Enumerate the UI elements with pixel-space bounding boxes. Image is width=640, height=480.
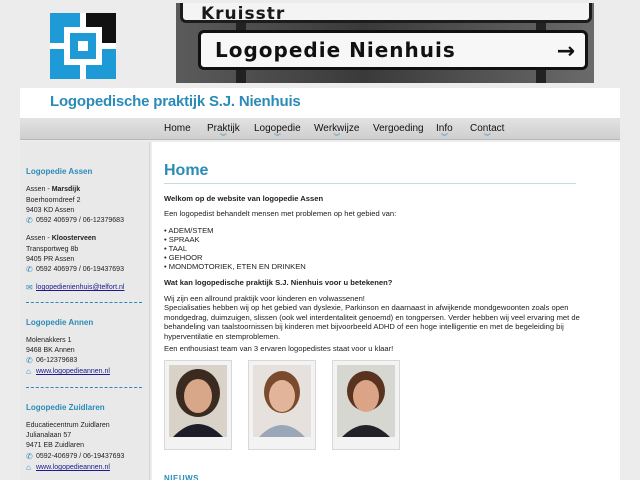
title-divider — [164, 183, 576, 184]
location-name: Kloosterveen — [51, 235, 97, 242]
website-line — [26, 368, 110, 376]
list-item: • SPRAAK — [164, 235, 200, 244]
banner-sign-text: Logopedie Nienhuis — [215, 38, 456, 62]
list-item: • GEHOOR — [164, 253, 203, 262]
sidebar-heading-assen: Logopedie Assen — [26, 167, 93, 176]
address-city: 9403 KD Assen — [26, 207, 75, 214]
address-street: Molenakkers 1 — [26, 337, 72, 344]
banner-sign-top — [180, 3, 592, 23]
main-content — [152, 142, 620, 480]
paragraph-team: Een enthousiast team van 3 ervaren logopedistes staat voor u klaar! — [164, 344, 394, 353]
banner-sign-top-text: Kruisstr — [201, 4, 286, 24]
team-photo — [332, 360, 400, 450]
address-name: Educatiecentrum Zuidlaren — [26, 422, 110, 429]
website-line — [26, 464, 110, 472]
nav-label: Werkwijze — [314, 123, 360, 134]
list-item: • TAAL — [164, 244, 188, 253]
sidebar-divider — [26, 387, 142, 388]
address-street: Transportweg 8b — [26, 246, 79, 253]
news-heading: NIEUWS — [164, 474, 199, 480]
site-title[interactable]: Logopedische praktijk S.J. Nienhuis — [50, 93, 301, 110]
nav-contact[interactable] — [470, 123, 505, 141]
home-icon: ⌂ — [26, 367, 31, 376]
nav-label: Vergoeding — [373, 123, 424, 134]
sidebar-heading-zuidlaren: Logopedie Zuidlaren — [26, 403, 105, 412]
chevron-down-icon: ︾ — [483, 134, 491, 141]
address-line — [26, 235, 96, 242]
nav-home[interactable] — [164, 123, 191, 134]
address-city: 9468 BK Annen — [26, 347, 75, 354]
nav-label: Praktijk — [207, 123, 240, 134]
nav-werkwijze[interactable] — [314, 123, 360, 141]
title-strip — [20, 88, 620, 118]
nav-praktijk[interactable] — [207, 123, 240, 141]
welcome-text: Welkom op de website van logopedie Assen — [164, 194, 324, 203]
address-street: Boerhoorndreef 2 — [26, 197, 81, 204]
phone-line — [26, 357, 77, 365]
team-photo — [248, 360, 316, 450]
phone-number: 0592 406979 / 06-12379683 — [36, 217, 124, 224]
nav-label: Logopedie — [254, 123, 301, 134]
address-city: 9471 EB Zuidlaren — [26, 442, 84, 449]
address-line — [26, 186, 80, 193]
header-banner — [176, 3, 594, 83]
sidebar — [20, 142, 150, 480]
phone-line — [26, 217, 124, 225]
intro-text: Een logopedist behandelt mensen met problemen op het gebied van: — [164, 209, 397, 218]
phone-icon: ✆ — [26, 216, 33, 225]
team-photo — [164, 360, 232, 450]
phone-icon: ✆ — [26, 452, 33, 461]
chevron-down-icon: ︾ — [440, 134, 448, 141]
list-item: • ADEM/STEM — [164, 226, 214, 235]
question-heading: Wat kan logopedische praktijk S.J. Nienhuis voor u betekenen? — [164, 278, 393, 287]
nav-label: Contact — [470, 123, 505, 134]
paragraph-specialisaties: Specialisaties hebben wij op het gebied van dyslexie, Parkinson en daarnaast in afwijkende mondgewoonten zoals open mondgedrag, duimzuigen, slissen (ook wel interdentaliteit genoemd) en tongpersen. Verder hebben wij veel ervaring met de behandeling van taalstoornissen bij kinderen met bijvoorbeeld ADHD of een hoge intelligentie en met de begeleiding bij hyperventilatie en stemproblemen. — [164, 303, 580, 341]
chevron-down-icon: ︾ — [273, 134, 281, 141]
chevron-down-icon: ︾ — [333, 134, 341, 141]
nav-label: Info — [436, 123, 453, 134]
main-navigation — [20, 118, 620, 140]
phone-line — [26, 266, 124, 274]
location-name: Marsdijk — [51, 186, 81, 193]
email-icon: ✉ — [26, 283, 33, 292]
site-logo[interactable] — [50, 13, 116, 79]
sidebar-divider — [26, 302, 142, 303]
phone-line — [26, 453, 124, 461]
address-street: Julianalaan 57 — [26, 432, 72, 439]
address-prefix: Assen - — [26, 186, 52, 193]
nav-logopedie[interactable] — [254, 123, 301, 141]
email-link[interactable]: logopedienienhuis@telfort.nl — [36, 284, 125, 291]
chevron-down-icon: ︾ — [219, 134, 227, 141]
banner-sign — [198, 30, 588, 70]
phone-icon: ✆ — [26, 265, 33, 274]
home-icon: ⌂ — [26, 463, 31, 472]
sidebar-heading-annen: Logopedie Annen — [26, 318, 94, 327]
nav-info[interactable] — [436, 123, 453, 141]
list-item: • MONDMOTORIEK, ETEN EN DRINKEN — [164, 262, 306, 271]
phone-number: 06-12379683 — [36, 357, 78, 364]
website-link[interactable]: www.logopedieannen.nl — [36, 464, 110, 471]
address-prefix: Assen - — [26, 235, 52, 242]
nav-label: Home — [164, 123, 191, 134]
arrow-right-icon: → — [556, 39, 575, 64]
phone-number: 0592-406979 / 06-19437693 — [36, 453, 125, 460]
phone-number: 0592 406979 / 06-19437693 — [36, 266, 124, 273]
paragraph-allround: Wij zijn een allround praktijk voor kinderen en volwassenen! — [164, 294, 365, 303]
email-line — [26, 284, 124, 292]
phone-icon: ✆ — [26, 356, 33, 365]
nav-vergoeding[interactable] — [373, 123, 424, 134]
website-link[interactable]: www.logopedieannen.nl — [36, 368, 110, 375]
page-title: Home — [164, 162, 209, 179]
address-city: 9405 PR Assen — [26, 256, 75, 263]
